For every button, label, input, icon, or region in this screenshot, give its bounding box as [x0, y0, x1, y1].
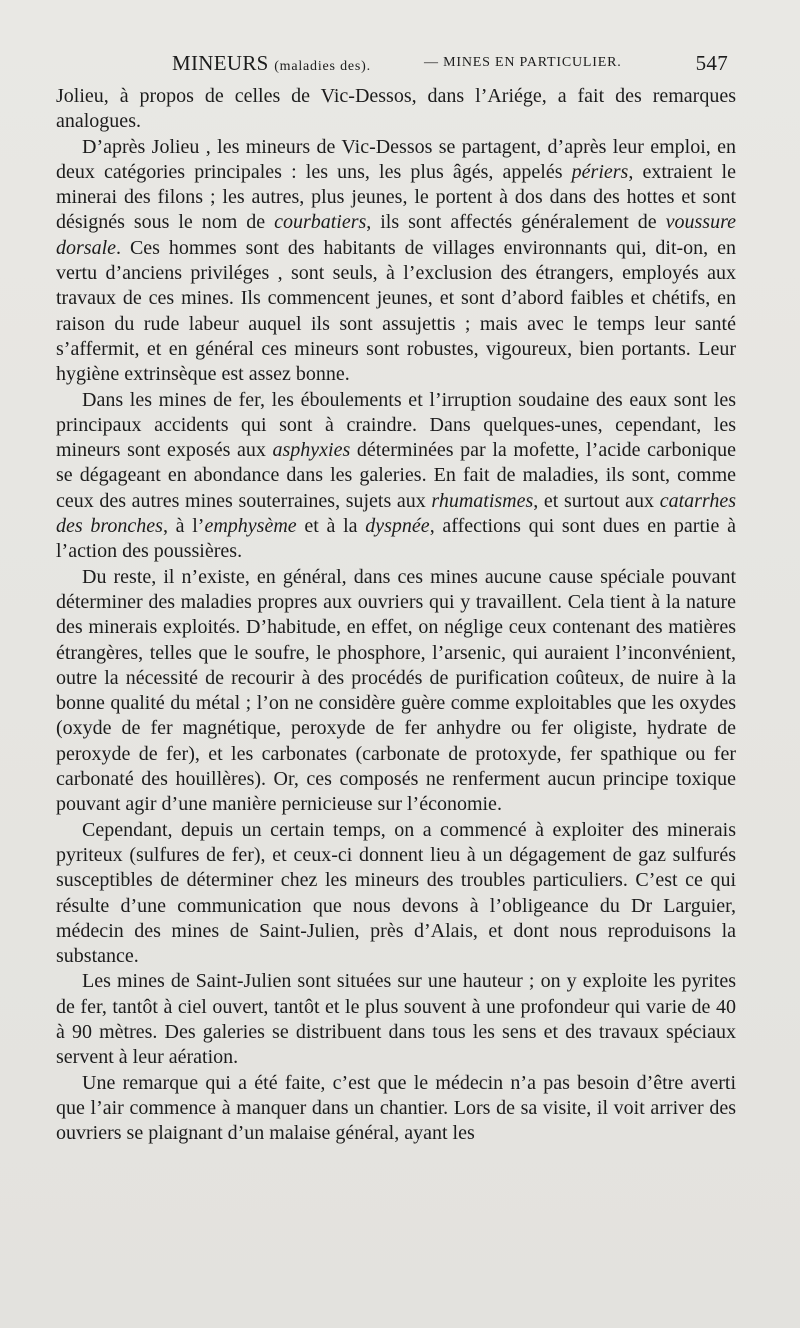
paragraph: Une remarque qui a été faite, c’est que le médecin n’a pas besoin d’être averti que l’air commence à manquer dans un chantier. Lors de sa visite, il voit arriver des ouvriers se plaignant d’un malaise général, ayant les	[56, 1071, 736, 1145]
running-title-subtitle: (maladies des).	[274, 59, 371, 74]
italic-term: catarrhes des bronches	[56, 489, 736, 538]
running-title-right: MINES EN PARTICULIER.	[443, 55, 622, 70]
running-title	[172, 48, 371, 82]
running-title-section	[424, 48, 622, 78]
paragraph: Dans les mines de fer, les éboulements et l’irruption soudaine des eaux sont les principaux accidents qui sont à craindre. Dans quelques-unes, cependant, les mineurs sont exposés aux asphyxies déterminées par la mofette, l’acide carbonique se dégageant en abondance dans les galeries. En fait de maladies, ils sont, comme ceux des autres mines souterraines, sujets aux rhumatismes, et surtout aux catarrhes des bronches, à l’emphysème et à la dyspnée, affections qui sont dues en partie à l’action des poussières.	[56, 388, 736, 563]
italic-term: voussure dorsale	[56, 211, 736, 259]
page-body	[56, 84, 736, 1146]
running-header	[172, 48, 728, 78]
paragraph: Cependant, depuis un certain temps, on a commencé à exploiter des minerais pyriteux (sulfures de fer), et ceux-ci donnent lieu à un dégagement de gaz sulfurés susceptibles de déterminer chez les mineurs des troubles particuliers. C’est ce qui résulte d’une communication que nous devons à l’obligeance du Dr Larguier, médecin des mines de Saint-Julien, près d’Alais, et dont nous reproduisons la substance.	[56, 818, 736, 968]
italic-term: dyspnée	[365, 515, 430, 538]
italic-term: rhumatismes	[431, 489, 534, 512]
paragraph: Jolieu, à propos de celles de Vic-Dessos, dans l’Ariége, a fait des remarques analogues.	[56, 85, 736, 133]
paragraph: Les mines de Saint-Julien sont situées sur une hauteur ; on y exploite les pyrites de fer, tantôt à ciel ouvert, tantôt et le plus souvent à une profondeur qui varie de 40 à 90 mètres. Des galeries se distribuent dans tous les sens et des travaux spéciaux servent à leur aération.	[56, 970, 736, 1069]
italic-term: asphyxies	[272, 439, 351, 462]
italic-term: courbatiers	[274, 211, 367, 234]
header-dash: —	[424, 55, 439, 70]
paragraph: D’après Jolieu , les mineurs de Vic-Dessos se partagent, d’après leur emploi, en deux catégories principales : les uns, les plus âgés, appelés périers, extraient le minerai des filons ; les autres, plus jeunes, le portent à dos dans des hottes et sont désignés sous le nom de courbatiers, ils sont affectés généralement de voussure dorsale. Ces hommes sont des habitants de villages environnants qui, dit-on, en vertu d’anciens priviléges , sont seuls, à l’exclusion des étrangers, employés aux travaux de ces mines. Ils commencent jeunes, et sont d’abord faibles et chétifs, en raison du rude labeur auquel ils sont assujettis ; mais avec le temps leur santé s’affermit, et en général ces mineurs sont robustes, vigoureux, bien portants. Leur hygiène extrinsèque est assez bonne.	[56, 135, 736, 386]
italic-term: périers	[571, 160, 629, 183]
page-number: 547	[695, 51, 728, 75]
paragraph: Du reste, il n’existe, en général, dans ces mines aucune cause spéciale pouvant déterminer des maladies propres aux ouvriers qui y travaillent. Cela tient à la nature des minerais exploités. D’habitude, en effet, on néglige ceux contenant des matières étrangères, telles que le soufre, le phosphore, l’arsenic, qui auraient l’inconvénient, outre la nécessité de recourir à des procédés de purification coûteux, de nuire à la bonne qualité du métal ; l’on ne considère guère comme exploitables que les oxydes (oxyde de fer magnétique, peroxyde de fer anhydre ou fer oligiste, hydrate de peroxyde de fer), et les carbonates (carbonate de protoxyde, fer spathique ou fer carbonaté des houillères). Or, ces composés ne renferment aucun principe toxique pouvant agir d’une manière pernicieuse sur l’économie.	[56, 565, 736, 816]
italic-term: emphysème	[204, 515, 297, 538]
running-title-main: MINEURS	[172, 51, 269, 75]
